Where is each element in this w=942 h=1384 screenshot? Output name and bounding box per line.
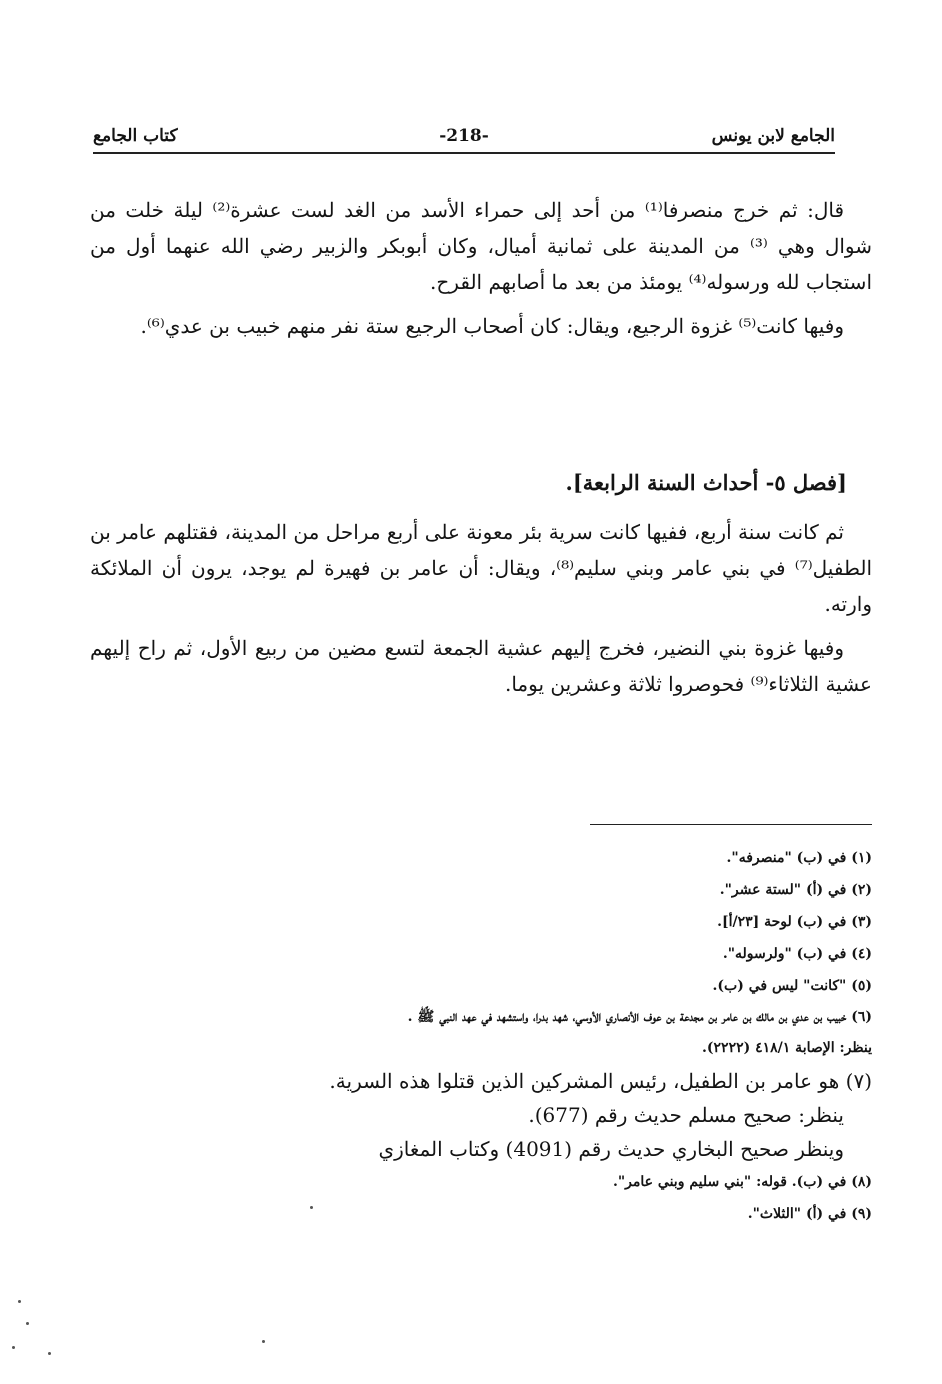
footnote-9: (٩) في (أ) "الثلاث". xyxy=(747,1206,872,1222)
footnote-7-reference-muslim: ينظر: صحيح مسلم حديث رقم (677). xyxy=(528,1103,844,1127)
paragraph-1: قال: ثم خرج منصرفا⁽¹⁾ من أحد إلى حمراء الأسد من الغد لست عشرة⁽²⁾ ليلة خلت من شوال وهي ⁽³⁾ من المدينة على ثمانية أميال، وكان أبوبكر والزبير رضي الله عنهما أول من استجاب لله ورسوله⁽⁴⁾ يومئذ من بعد ما أصابهم القرح. xyxy=(90,198,872,294)
footnote-7-reference-bukhari: وينظر صحيح البخاري حديث رقم (4091) وكتاب المغازي xyxy=(378,1137,844,1161)
footnote-6-reference: ينظر: الإصابة ٤١٨/١ (٢٢٢٢). xyxy=(702,1040,872,1056)
footnote-separator xyxy=(590,824,872,825)
footnote-4: (٤) في (ب) "ولرسوله". xyxy=(722,946,872,962)
footnote-5: (٥) "كانت" ليس في (ب). xyxy=(712,978,872,994)
paragraph-3: ثم كانت سنة أربع، ففيها كانت سرية بئر معونة على أربع مراحل من المدينة، فقتلهم عامر بن الطفيل⁽⁷⁾ في بني عامر وبني سليم⁽⁸⁾، ويقال: أن عامر بن فهيرة لم يوجد، يرون أن الملائكة وارته. xyxy=(90,520,873,616)
footnote-8: (٨) في (ب). قوله: "بني سليم وبني عامر". xyxy=(613,1174,872,1190)
footnote-1: (١) في (ب) "منصرفه". xyxy=(726,850,872,866)
paragraph-2: وفيها كانت⁽⁵⁾ غزوة الرجيع، ويقال: كان أصحاب الرجيع ستة نفر منهم خبيب بن عدي⁽⁶⁾. xyxy=(140,314,844,338)
scan-speck xyxy=(48,1352,51,1355)
footnote-2: (٢) في (أ) "لستة عشر". xyxy=(719,882,872,898)
scan-speck xyxy=(262,1340,265,1343)
scan-speck xyxy=(26,1322,29,1325)
footnote-7: (٧) هو عامر بن الطفيل، رئيس المشركين الذين قتلوا هذه السرية. xyxy=(329,1069,872,1093)
main-text-block-2 xyxy=(90,514,872,702)
footnote-3: (٣) في (ب) لوحة [٢٣/أ]. xyxy=(717,914,872,930)
main-text-block-1 xyxy=(90,192,872,344)
header-book-title: الجامع لابن يونس xyxy=(711,126,835,146)
footnotes xyxy=(92,842,872,1230)
paragraph-4: وفيها غزوة بني النضير، فخرج إليهم عشية الجمعة لتسع مضين من ربيع الأول، ثم راح إليهم عشية الثلاثاء⁽⁹⁾ فحوصروا ثلاثة وعشرين يوما. xyxy=(90,636,872,696)
scan-speck xyxy=(310,1206,313,1209)
page-header xyxy=(93,124,835,154)
scan-speck xyxy=(18,1300,21,1303)
scan-speck xyxy=(12,1346,15,1349)
section-heading: [فصل ٥- أحداث السنة الرابعة]. xyxy=(565,470,847,495)
page-number: -218- xyxy=(439,126,489,146)
header-chapter-title: كتاب الجامع xyxy=(93,126,178,146)
footnote-6: (٦) خبيب بن عدي بن مالك بن عامر بن مجدعة بن عوف الأنصاري الأوسي، شهد بدرا، واستشهد في عهد النبي ﷺ . xyxy=(407,1009,872,1025)
